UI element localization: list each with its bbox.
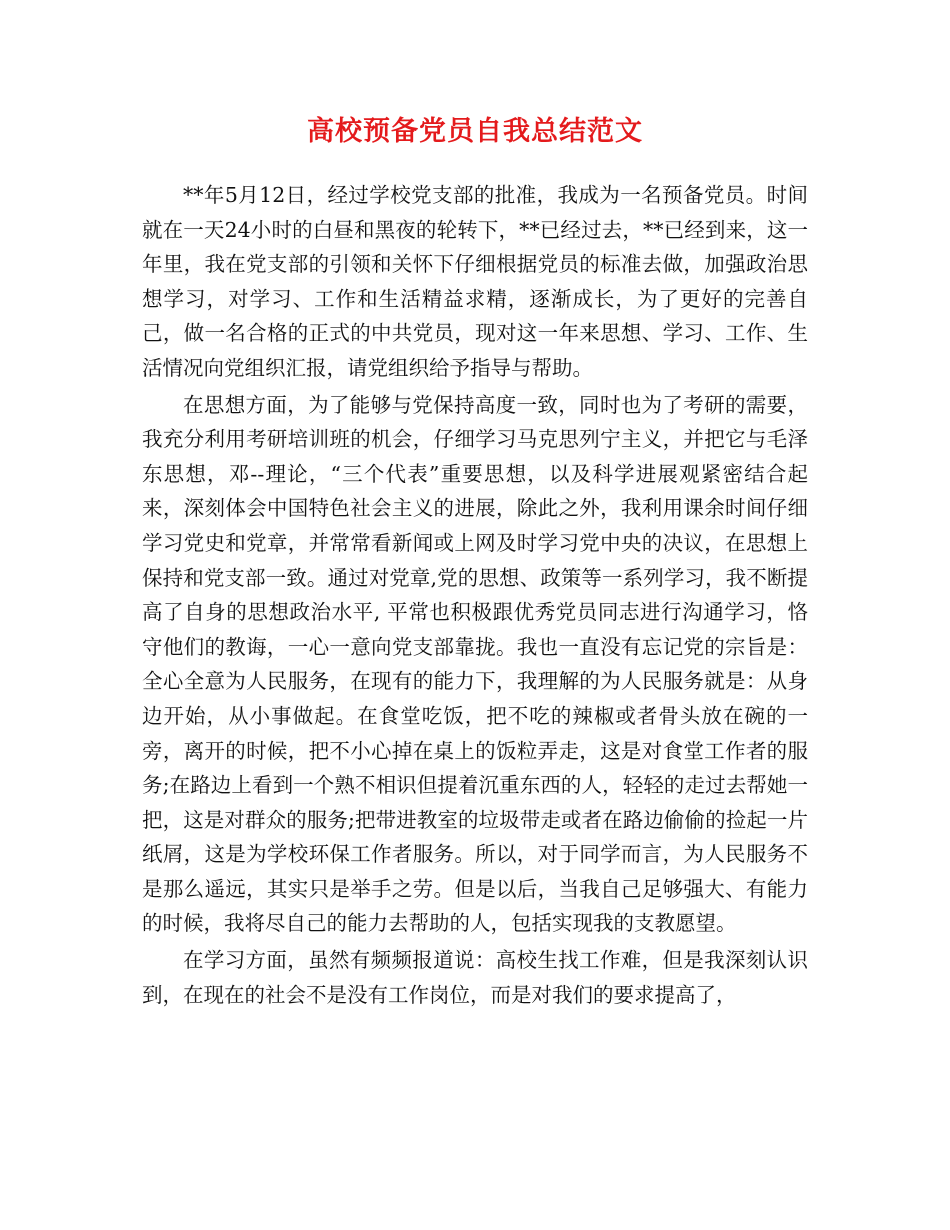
paragraph-study: 在学习方面，虽然有频频报道说：高校生找工作难，但是我深刻认识到，在现在的社会不是没有工作岗位，而是对我们的要求提高了，	[142, 948, 808, 1007]
paragraph-thought: 在思想方面，为了能够与党保持高度一致，同时也为了考研的需要，我充分利用考研培训班的机会，仔细学习马克思列宁主义，并把它与毛泽东思想，邓--理论，“三个代表”重要思想，以及科学进展观紧密结合起来，深刻体会中国特色社会主义的进展，除此之外，我利用课余时间仔细学习党史和党章，并常常看新闻或上网及时学习党中央的决议，在思想上保持和党支部一致。通过对党章,党的思想、政策等一系列学习，我不断提高了自身的思想政治水平, 平常也积极跟优秀党员同志进行沟通学习，恪守他们的教诲，一心一意向党支部靠拢。我也一直没有忘记党的宗旨是：全心全意为人民服务，在现有的能力下，我理解的为人民服务就是：从身边开始，从小事做起。在食堂吃饭，把不吃的辣椒或者骨头放在碗的一旁，离开的时候，把不小心掉在桌上的饭粒弄走，这是对食堂工作者的服务;在路边上看到一个熟不相识但提着沉重东西的人，轻轻的走过去帮她一把，这是对群众的服务;把带进教室的垃圾带走或者在路边偷偷的捡起一片纸屑，这是为学校环保工作者服务。所以，对于同学而言，为人民服务不是那么遥远，其实只是举手之劳。但是以后，当我自己足够强大、有能力的时候，我将尽自己的能力去帮助的人，包括实现我的支教愿望。	[142, 392, 808, 936]
document-body	[142, 178, 808, 1014]
document-title: 高校预备党员自我总结范文	[307, 116, 643, 147]
paragraph-intro: **年5月12日，经过学校党支部的批准，我成为一名预备党员。时间就在一天24小时的白昼和黑夜的轮转下，**已经过去，**已经到来，这一年里，我在党支部的引领和关怀下仔细根据党员的标准去做，加强政治思想学习，对学习、工作和生活精益求精，逐渐成长，为了更好的完善自己，做一名合格的正式的中共党员，现对这一年来思想、学习、工作、生活情况向党组织汇报，请党组织给予指导与帮助。	[142, 183, 808, 380]
